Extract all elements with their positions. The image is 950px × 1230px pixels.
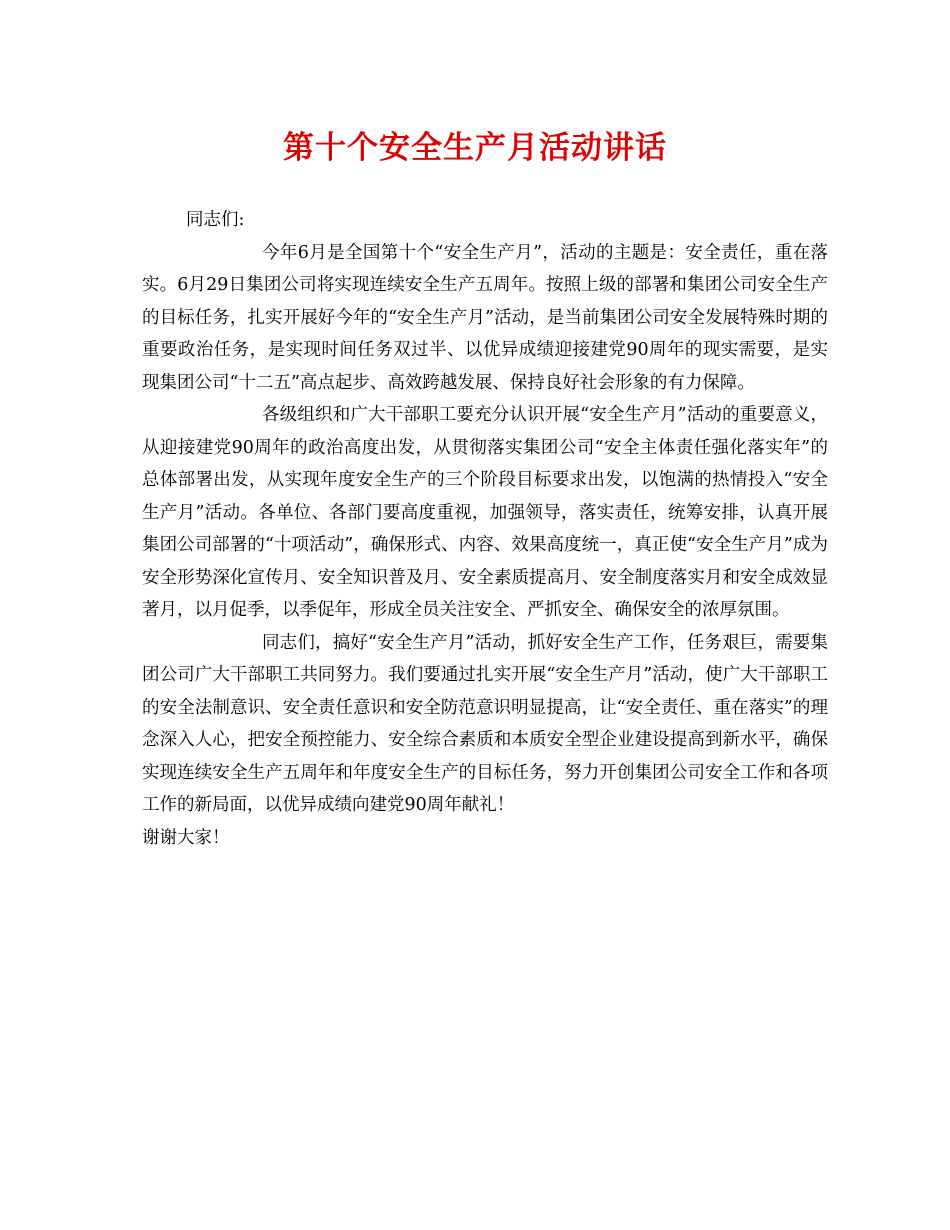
closing-remark: 谢谢大家！ bbox=[142, 827, 230, 848]
paragraph-1: 今年6月是全国第十个“安全生产月”，活动的主题是：安全责任，重在落实。6月29日集团公司将实现连续安全生产五周年。按照上级的部署和集团公司安全生产的目标任务，扎实开展好今年的“安全生产月”活动，是当前集团公司安全发展特殊时期的重要政治任务，是实现时间任务双过半、以优异成绩迎接建党90周年的现实需要，是实现集团公司“十二五”高点起步、高效跨越发展、保持良好社会形象的有力保障。 bbox=[142, 242, 828, 393]
document-body bbox=[142, 204, 828, 854]
salutation: 同志们: bbox=[186, 210, 245, 230]
document-title: 第十个安全生产月活动讲话 bbox=[283, 130, 667, 166]
paragraph-3: 同志们，搞好“安全生产月”活动，抓好安全生产工作，任务艰巨，需要集团公司广大干部职工共同努力。我们要通过扎实开展“安全生产月”活动，使广大干部职工的安全法制意识、安全责任意识和安全防范意识明显提高，让“安全责任、重在落实”的理念深入人心，把安全预控能力、安全综合素质和本质安全型企业建设提高到新水平，确保实现连续安全生产五周年和年度安全生产的目标任务，努力开创集团公司安全工作和各项工作的新局面，以优异成绩向建党90周年献礼！ bbox=[142, 632, 828, 815]
paragraph-2: 各级组织和广大干部职工要充分认识开展“安全生产月”活动的重要意义，从迎接建党90周年的政治高度出发，从贯彻落实集团公司“安全主体责任强化落实年”的总体部署出发，从实现年度安全生产的三个阶段目标要求出发，以饱满的热情投入“安全生产月”活动。各单位、各部门要高度重视，加强领导，落实责任，统筹安排，认真开展集团公司部署的“十项活动”，确保形式、内容、效果高度统一，真正使“安全生产月”成为安全形势深化宣传月、安全知识普及月、安全素质提高月、安全制度落实月和安全成效显著月，以月促季，以季促年，形成全员关注安全、严抓安全、确保安全的浓厚氛围。 bbox=[142, 405, 828, 620]
